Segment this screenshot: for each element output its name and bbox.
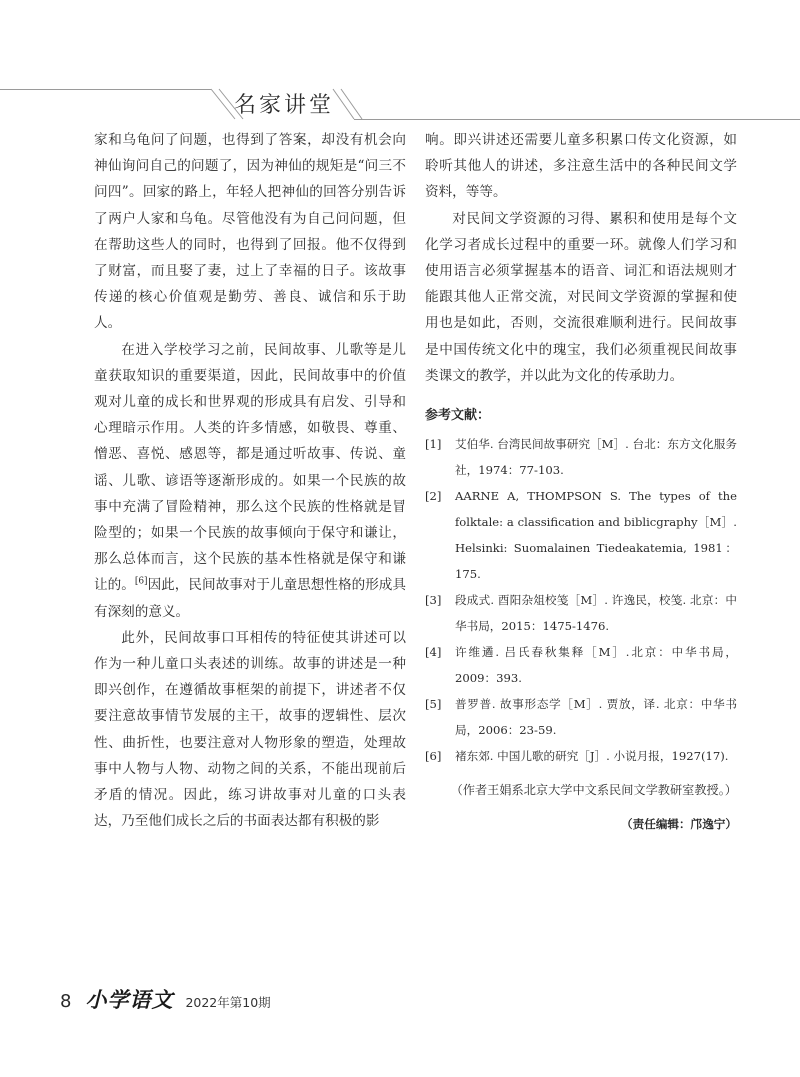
reference-text: 艾伯华. 台湾民间故事研究［M］. 台北：东方文化服务社，1974：77-103. (455, 437, 737, 478)
reference-item (425, 431, 737, 483)
paragraph: 此外，民间故事口耳相传的特征使其讲述可以作为一种儿童口头表述的训练。故事的讲述是一种即兴创作，在遵循故事框架的前提下，讲述者不仅要注意故事情节发展的主干，故事的逻辑性、层次性、曲折性，也要注意对人物形象的塑造，处理故事中人物与人物、动物之间的关系，不能出现前后矛盾的情况。因此，练习讲故事对儿童的口头表达，乃至他们成长之后的书面表达都有积极的影 (94, 629, 406, 830)
reference-number: [4] (425, 645, 442, 660)
reference-text: 段成式. 酉阳杂俎校笺［M］. 许逸民，校笺. 北京：中华书局，2015：1475-1476. (455, 593, 737, 634)
references-list (425, 431, 737, 769)
reference-number: [6] (425, 749, 442, 764)
reference-item (425, 691, 737, 743)
header-rule-left (0, 89, 211, 90)
author-note: （作者王娟系北京大学中文系民间文学教研室教授。） (450, 783, 737, 798)
paragraph: 响。即兴讲述还需要儿童多积累口传文化资源，如聆听其他人的讲述，多注意生活中的各种民间文学资料，等等。 (425, 132, 737, 201)
paragraph-text: 因此，民间故事对于儿童思想性格的形成具有深刻的意义。 (94, 577, 407, 620)
paragraph: 对民间文学资源的习得、累积和使用是每个文化学习者成长过程中的重要一环。就像人们学习和使用语言必须掌握基本的语音、词汇和语法规则才能跟其他人正常交流，对民间文学资源的掌握和使用也是如此，否则，交流很难顺利进行。民间故事是中国传统文化中的瑰宝，我们必须重视民间故事类课文的教学，并以此为文化的传承助力。 (425, 210, 737, 384)
page-number: 8 (60, 991, 72, 1012)
citation-marker[interactable]: [6] (134, 576, 148, 587)
reference-text: 许维遹. 吕氏春秋集释［M］.北京：中华书局，2009：393. (455, 645, 737, 686)
reference-text: 褚东郊. 中国儿歌的研究［J］. 小说月报，1927(17). (455, 749, 729, 764)
right-column (425, 127, 737, 837)
reference-number: [1] (425, 437, 442, 452)
reference-number: [3] (425, 593, 442, 608)
reference-text: AARNE A, THOMPSON S. The types of the folktale: a classification and biblicgraphy［M］. Helsinki: Suomalainen Tiedeakatemia, 1981：175. (455, 489, 737, 582)
paragraph-text: 在进入学校学习之前，民间故事、儿歌等是儿童获取知识的重要渠道，因此，民间故事中的价值观对儿童的成长和世界观的形成具有启发、引导和心理暗示作用。人类的许多情感，如敬畏、尊重、憎恶、喜悦、感恩等，都是通过听故事、传说、童谣、儿歌、谚语等逐渐形成的。如果一个民族的故事中充满了冒险精神，那么这个民族的性格就是冒险型的；如果一个民族的故事倾向于保守和谦让，那么总体而言，这个民族的基本性格就是保守和谦让的。 (94, 341, 406, 594)
page-footer (60, 984, 271, 1014)
paragraph: 家和乌龟问了问题，也得到了答案，却没有机会向神仙询问自己的问题了，因为神仙的规矩是“问三不问四”。回家的路上，年轻人把神仙的回答分别告诉了两户人家和乌龟。尽管他没有为自己问问题，但在帮助这些人的同时，也得到了回报。他不仅得到了财富，而且娶了妻，过上了幸福的日子。该故事传递的核心价值观是勤劳、善良、诚信和乐于助人。 (94, 132, 406, 332)
reference-item (425, 483, 737, 587)
section-title: 名家讲堂 (234, 93, 335, 118)
responsible-editor: （责任编辑：邝逸宁） (621, 817, 737, 832)
header-rule-right (354, 119, 800, 120)
reference-item (425, 743, 737, 769)
magazine-logo: 小学语文 (85, 987, 174, 1012)
reference-item (425, 639, 737, 691)
references-heading: 参考文献： (425, 408, 491, 424)
reference-number: [5] (425, 697, 442, 712)
left-column (94, 127, 406, 834)
reference-item (425, 587, 737, 639)
reference-number: [2] (425, 489, 442, 504)
paragraph (94, 337, 406, 625)
reference-text: 普罗普. 故事形态学［M］. 贾放，译. 北京：中华书局，2006：23-59. (455, 697, 737, 738)
issue-label: 2022年第10期 (185, 995, 271, 1010)
